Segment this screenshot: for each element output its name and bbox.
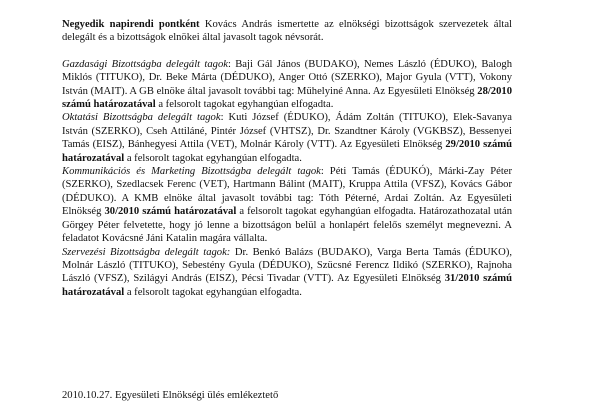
szervezesi-text: Dr. Benkó Balázs (BUDAKO), Varga Berta Tamás (ÉDUKO), Molnár László (TITUKO), Sebestény Gyula (DÉDUKO), Szücsné Ferencz Ildikó (SZERKO), Rajnoha László (VFSZ), Szilágyi András (EISZ), Pécsi Tivadar (VTT). Az Egyesületi Elnökség: [62, 246, 512, 285]
kommunikacios-label: Kommunikációs és Marketing Bizottságba delegált tagok: [62, 166, 321, 178]
page-footer: 2010.10.27. Egyesületi Elnökségi ülés emlékeztető: [62, 390, 279, 401]
gazdasagi-label: Gazdasági Bizottságba delegált tagok: [62, 58, 228, 70]
oktatasi-label: Oktatási Bizottságba delegált tagok: [62, 112, 221, 124]
agenda-item-title: Negyedik napirendi pontként: [62, 19, 200, 30]
oktatasi-text: : Kuti József (ÉDUKO), Ádám Zoltán (TITUKO), Elek-Savanya István (SZERKO), Cseh Attiláné, Pintér József (VHTSZ), Dr. Szandtner Károly (VGKBSZ), Bessenyei Tamás (EISZ), Bánhegyesi Attila (VET), Molnár Károly (VTT). Az Egyesületi Elnökség: [62, 112, 512, 151]
intro-text: Kovács András ismertette az elnökségi bizottságok szervezetek által delegált és a bizottságok elnökei által javasolt tagok névsorát.: [62, 19, 512, 44]
kommunikacios-paragraph: [62, 165, 512, 245]
oktatasi-text-end: a felsorolt tagokat egyhangúan elfogadta.: [124, 152, 302, 164]
oktatasi-resolution: 29/2010 számú határozatával: [62, 139, 512, 164]
gazdasagi-text: : Baji Gál János (BUDAKO), Nemes László (ÉDUKO), Balogh Miklós (TITUKO), Dr. Beke Márta (DÉDUKO), Anger Ottó (SZERKO), Major Gyula (VTT), Vokony István (MAIT). A GB elnöke által javasolt további tag: Mühelyiné Anna. Az Egyesületi Elnökség: [62, 58, 512, 97]
kommunikacios-text: : Péti Tamás (ÉDUKÓ), Márki-Zay Péter (SZERKO), Szedlacsek Ferenc (VET), Hartmann Bálint (MAIT), Kruppa Attila (VFSZ), Kovács Gábor (DÉDUKO). A KMB elnöke által javasolt további tag: Tóth Péterné, Ardai Zoltán. Az Egyesületi Elnökség: [62, 166, 512, 218]
szervezesi-paragraph: [62, 246, 512, 300]
gazdasagi-text-end: a felsorolt tagokat egyhangúan elfogadta.: [155, 99, 334, 111]
oktatasi-paragraph: [62, 111, 512, 165]
szervezesi-text-end: a felsorolt tagokat egyhangúan elfogadta.: [124, 286, 302, 298]
kommunikacios-resolution: 30/2010 számú határozatával: [104, 206, 237, 218]
kommunikacios-text-end: a felsorolt tagokat egyhangúan elfogadta. Határozathozatal után Görgey Péter felvetette, hogy jó lenne a bizottságon belül a honlapért felelős személyt megnevezni. A feladatot Kovácsné Jáni Katalin magára vállalta.: [62, 206, 512, 245]
document-body: [62, 18, 512, 299]
intro-paragraph: [62, 18, 512, 45]
gazdasagi-resolution: 28/2010 számú határozatával: [62, 85, 512, 111]
szervezesi-label: Szervezési Bizottságba delegált tagok:: [62, 246, 231, 258]
szervezesi-resolution: 31/2010 számú határozatával: [62, 273, 512, 298]
gazdasagi-paragraph: [62, 58, 512, 112]
